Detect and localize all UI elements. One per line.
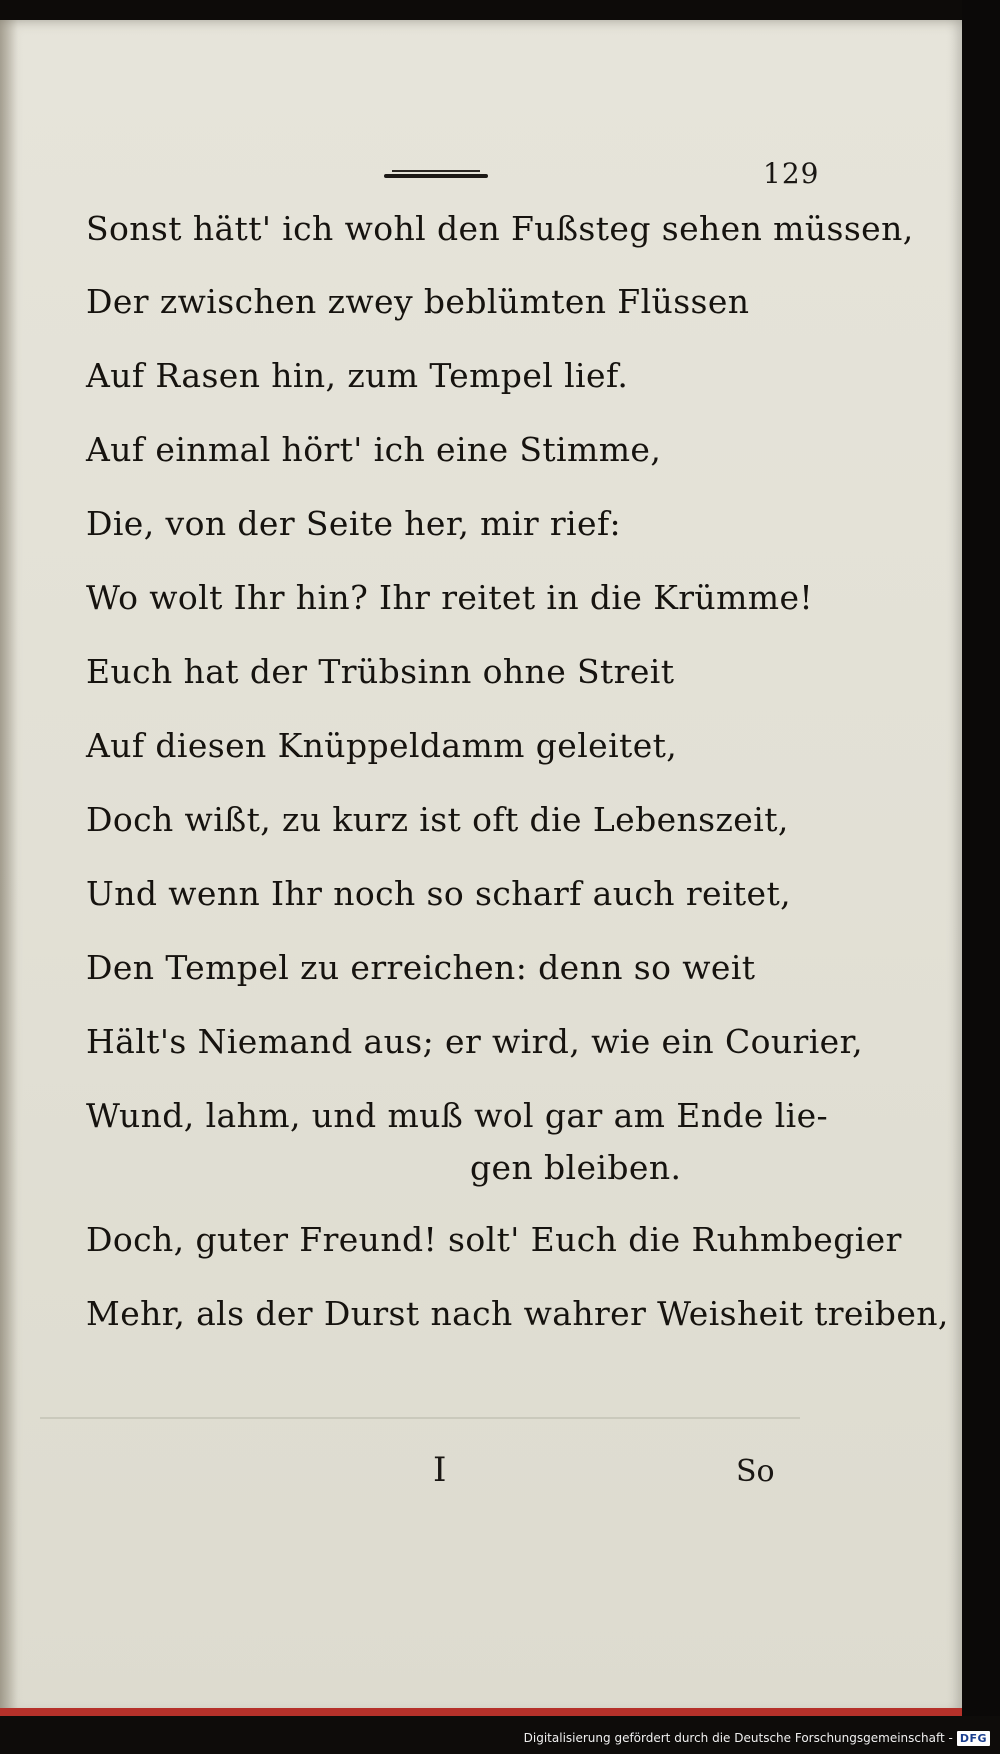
credit-text: Digitalisierung gefördert durch die Deutsche Forschungsgemeinschaft -: [523, 1731, 953, 1745]
header-rule: [384, 170, 488, 178]
poem-line: Der zwischen zwey beblümten Flüssen: [86, 282, 750, 321]
poem-line: Sonst hätt' ich wohl den Fußsteg sehen müssen,: [86, 209, 914, 248]
poem-line: Euch hat der Trübsinn ohne Streit: [86, 652, 675, 691]
poem-line: Auf Rasen hin, zum Tempel lief.: [86, 356, 629, 395]
poem-line: Wund, lahm, und muß wol gar am Ende lie-: [86, 1096, 829, 1135]
dfg-logo: DFG: [957, 1731, 990, 1746]
poem-line: Doch, guter Freund! solt' Euch die Ruhmbegier: [86, 1220, 902, 1259]
poem-line: Den Tempel zu erreichen: denn so weit: [86, 948, 756, 987]
signature-mark: I: [433, 1450, 447, 1490]
book-page: [0, 20, 962, 1716]
page-number: 129: [763, 157, 820, 190]
scan-top-edge: [0, 0, 1000, 22]
poem-line: Und wenn Ihr noch so scharf auch reitet,: [86, 874, 792, 913]
page-shadow-line: [40, 1417, 800, 1419]
poem-line-continuation: gen bleiben.: [470, 1148, 682, 1187]
poem-line: Hält's Niemand aus; er wird, wie ein Courier,: [86, 1022, 864, 1061]
digitization-credit: [524, 1726, 990, 1750]
catchword: So: [736, 1454, 775, 1489]
poem-line: Auf einmal hört' ich eine Stimme,: [86, 430, 662, 469]
scan-right-edge: [962, 0, 1000, 1754]
footer-bar: [0, 1716, 1000, 1754]
poem-line: Wo wolt Ihr hin? Ihr reitet in die Krümme!: [86, 578, 814, 617]
poem-line: Mehr, als der Durst nach wahrer Weisheit treiben,: [86, 1294, 949, 1333]
poem-line: Auf diesen Knüppeldamm geleitet,: [86, 726, 678, 765]
poem-line: Doch wißt, zu kurz ist oft die Lebenszeit,: [86, 800, 789, 839]
poem-line: Die, von der Seite her, mir rief:: [86, 504, 622, 543]
